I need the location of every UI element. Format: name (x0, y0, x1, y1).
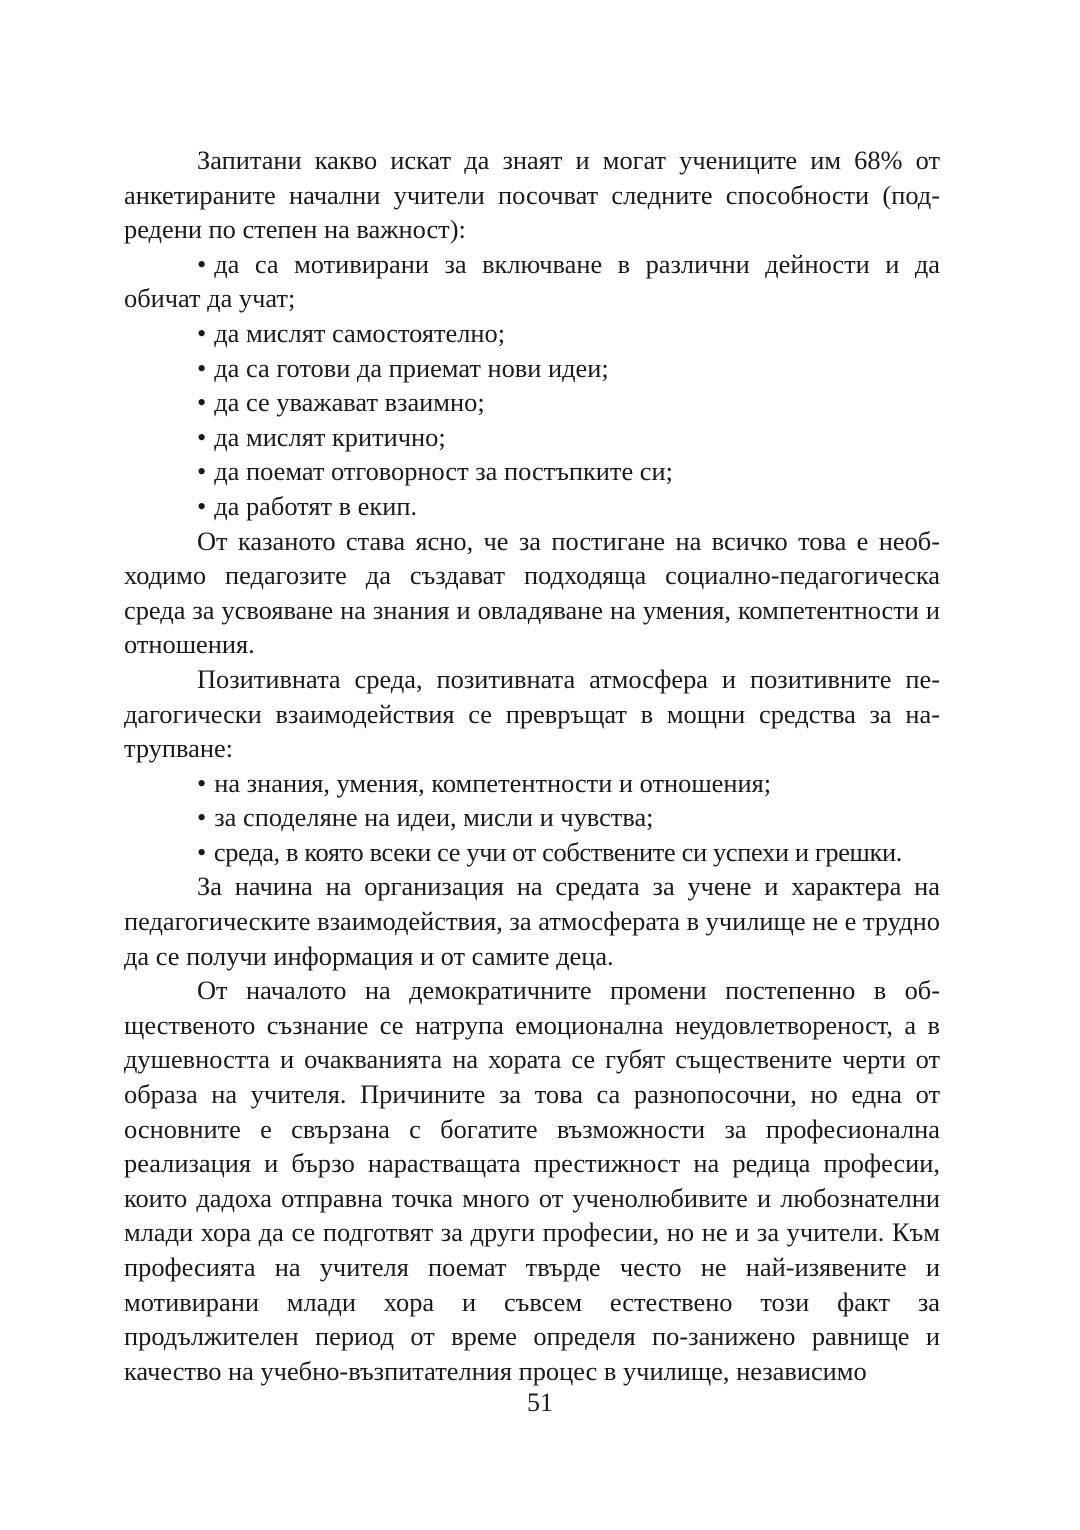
list-item-text: среда, в която всеки се учи от собствените си успехи и грешки. (213, 836, 903, 867)
list-item (124, 385, 940, 420)
list-item (124, 766, 940, 801)
list-item (124, 454, 940, 489)
page-body (124, 143, 940, 1388)
bullet-icon: • (197, 456, 207, 487)
page-number: 51 (527, 1388, 553, 1417)
list-item-text: да са мотивирани за включване в различни дейности и да обичат да учат; (124, 248, 940, 314)
abilities-list (124, 247, 940, 524)
list-item (124, 247, 940, 316)
bullet-icon: • (197, 352, 207, 383)
list-item-text: на знания, умения, компетентности и отношения; (214, 767, 772, 798)
list-item-text: да мислят критично; (214, 421, 446, 452)
bullet-icon: • (197, 317, 207, 348)
paragraph-conclusion: От казаното става ясно, че за постигане на всичко това е необходимо педагозите да създават подходяща социално-педагогическа среда за усвояване на знания и овладяване на умения, компетентности и отношения. (124, 525, 940, 660)
list-item (124, 420, 940, 455)
paragraph-positive-environment: Позитивната среда, позитивната атмосфера и позитивните педагогически взаимодействия се превръщат в мощни средства за натрупване: (124, 663, 940, 764)
list-item-text: да мислят самостоятелно; (214, 317, 506, 348)
bullet-icon: • (197, 387, 207, 418)
list-item-text: да се уважават взаимно; (214, 387, 485, 418)
list-item (124, 351, 940, 386)
list-item (124, 489, 940, 524)
list-item-text: да поемат отговорност за постъпките си; (214, 456, 673, 487)
bullet-icon: • (197, 767, 207, 798)
bullet-icon: • (197, 836, 206, 867)
list-item-text: да са готови да приемат нови идеи; (214, 352, 609, 383)
paragraph-intro: Запитани какво искат да знаят и могат учениците им 68% от анкетираните начални учители посочват следните способности (подредени по степен на важност): (124, 145, 940, 245)
paragraph-democratic-changes: От началото на демократичните промени постепенно в общественото съзнание се натрупа емоционална неудовлетвореност, а в душевността и очакванията на хората се губят съществените черти от образа на учителя. Причините за това са разнопосочни, но една от основните е свързана с богатите възможности за професионална реализация и бързо нарастващата престижност на редица професии, които дадоха отправна точка много от ученолюбивите и любознателни млади хора да се подготвят за други професии, но не и за учители. Към професията на учителя поемат твърде често не най-изявените и мотивирани млади хора и съвсем естествено този факт за продължителен период от време определя по-занижено равнище и качество на учебно-възпитателния процес в училище, независимо (124, 975, 940, 1386)
bullet-icon: • (197, 248, 207, 279)
list-item (124, 316, 940, 351)
paragraph-organization: За начина на организация на средата за учене и характера на педагогическите взаимодействия, за атмосферата в училище не е трудно да се получи информация и от самите деца. (124, 871, 940, 971)
bullet-icon: • (197, 421, 207, 452)
bullet-icon: • (197, 802, 207, 833)
list-item-text: да работят в екип. (214, 490, 418, 521)
list-item (124, 835, 940, 870)
bullet-icon: • (197, 490, 207, 521)
list-item-text: за споделяне на идеи, мисли и чувства; (214, 802, 654, 833)
list-item (124, 800, 940, 835)
accumulation-list (124, 766, 940, 870)
